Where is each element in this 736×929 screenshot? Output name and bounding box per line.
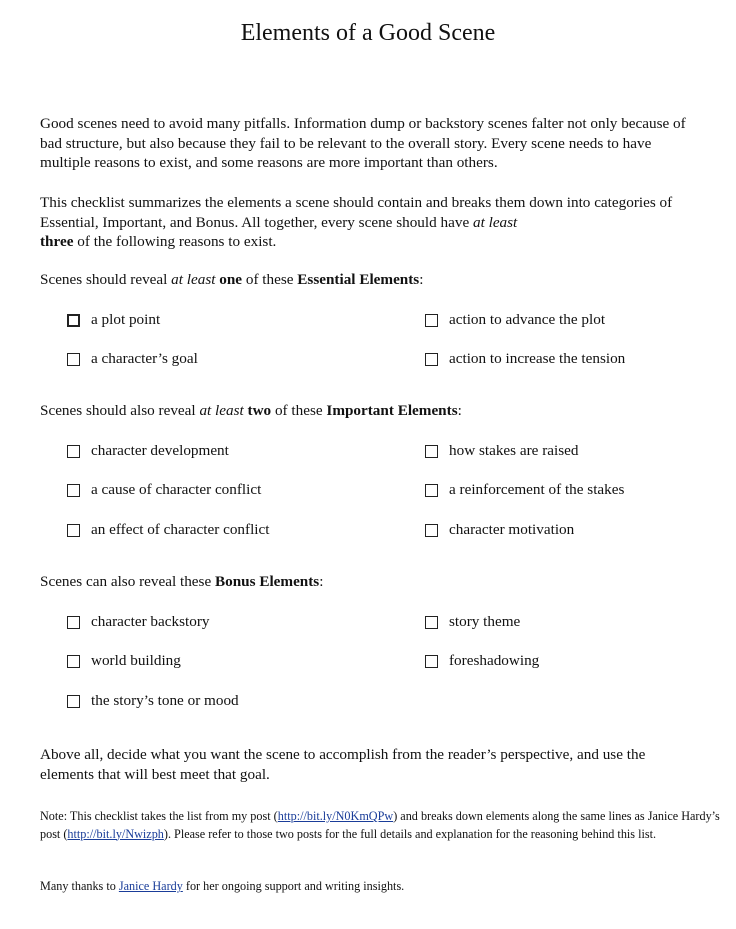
checkbox[interactable] [67, 695, 80, 708]
checklist-item[interactable] [67, 613, 209, 631]
checklist-item[interactable] [67, 350, 198, 368]
checkbox[interactable] [425, 314, 438, 327]
checklist-label: a reinforcement of the stakes [449, 481, 625, 498]
checkbox[interactable] [67, 353, 80, 366]
checklist-label: story theme [449, 613, 521, 630]
janice-post-link[interactable]: http://bit.ly/Nwizph [67, 826, 164, 841]
checkbox[interactable] [425, 353, 438, 366]
janice-hardy-link[interactable]: Janice Hardy [118, 879, 183, 893]
checklist-item[interactable] [67, 481, 261, 499]
intro-paragraph: Good scenes need to avoid many pitfalls. Information dump or backstory scenes falter not only because of bad structure, but also because they fail to be relevant to the overall story. Every scene needs to have multiple reasons to exist, and some reasons are more important than others. [40, 115, 686, 171]
checkbox[interactable] [425, 524, 438, 537]
post-link[interactable]: http://bit.ly/N0KmQPw [277, 809, 394, 823]
checklist-label: the story’s tone or mood [91, 692, 239, 709]
essential-heading: Scenes should reveal at least one of these Essential Elements: [40, 271, 424, 288]
checklist-item[interactable] [67, 692, 239, 710]
thanks-paragraph: Many thanks to Janice Hardy for her ongoing support and writing insights. [40, 879, 405, 893]
checkbox[interactable] [425, 445, 438, 458]
checkbox[interactable] [67, 655, 80, 668]
checklist-item[interactable] [425, 442, 578, 460]
checkbox[interactable] [67, 314, 80, 327]
checklist-label: character development [91, 442, 229, 459]
checklist-label: character motivation [449, 521, 575, 538]
closing-paragraph: Above all, decide what you want the scene to accomplish from the reader’s perspective, and use the elements that will best meet that goal. [40, 746, 646, 783]
checklist-item[interactable] [67, 311, 160, 329]
checklist-item[interactable] [67, 652, 181, 670]
checklist-item[interactable] [425, 613, 520, 631]
checklist-item[interactable] [425, 652, 539, 670]
bonus-heading: Scenes can also reveal these Bonus Elements: [40, 573, 324, 590]
checklist-label: a character’s goal [91, 350, 198, 367]
checkbox[interactable] [67, 484, 80, 497]
checklist-item[interactable] [425, 481, 624, 499]
note-paragraph: Note: This checklist takes the list from my post (http://bit.ly/N0KmQPw) and breaks down elements along the same lines as Janice Hardy’s post (http://bit.ly/Nwizph). Please refer to those two posts for the full details and explanation for the reasoning behind this list. [40, 809, 720, 841]
checklist-label: a plot point [91, 311, 161, 328]
checkbox[interactable] [425, 484, 438, 497]
important-heading: Scenes should also reveal at least two of these Important Elements: [40, 402, 462, 419]
checklist-item[interactable] [425, 350, 625, 368]
page-title: Elements of a Good Scene [240, 20, 496, 46]
checklist-label: how stakes are raised [449, 442, 579, 459]
intro-summary-paragraph: This checklist summarizes the elements a scene should contain and breaks them down into categories of Essential, Important, and Bonus. All together, every scene should have at least three of the following reasons to exist. [40, 194, 673, 250]
checklist-label: foreshadowing [449, 652, 540, 669]
checklist-item[interactable] [425, 521, 574, 539]
checklist-label: action to advance the plot [449, 311, 606, 328]
checklist-label: action to increase the tension [449, 350, 626, 367]
checkbox[interactable] [67, 524, 80, 537]
checkbox[interactable] [425, 616, 438, 629]
checklist-label: character backstory [91, 613, 210, 630]
checklist-label: world building [91, 652, 181, 669]
checklist-item[interactable] [67, 442, 229, 460]
checklist-item[interactable] [67, 521, 269, 539]
checklist-label: an effect of character conflict [91, 521, 270, 538]
checklist-label: a cause of character conflict [91, 481, 262, 498]
checkbox[interactable] [425, 655, 438, 668]
checkbox[interactable] [67, 616, 80, 629]
checklist-item[interactable] [425, 311, 605, 329]
checkbox[interactable] [67, 445, 80, 458]
